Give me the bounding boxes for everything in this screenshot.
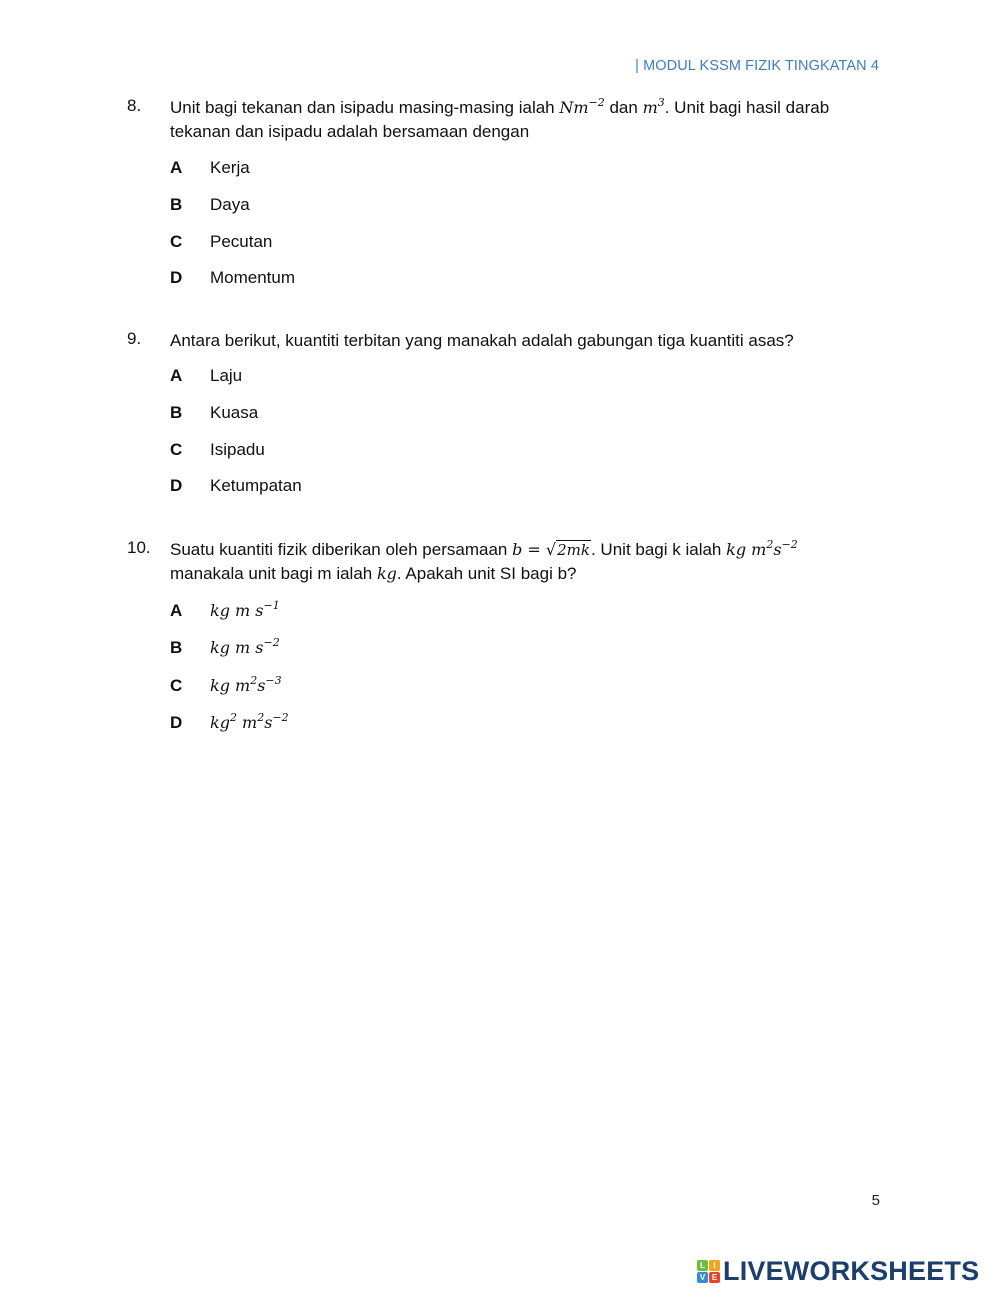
question-text: Antara berikut, kuantiti terbitan yang manakah adalah gabungan tiga kuantiti asas? — [170, 331, 794, 350]
page-header: | MODUL KSSM FIZIK TINGKATAN 4 — [635, 58, 879, 74]
equation: b = √2mk — [512, 540, 590, 559]
unit-volume: $m^3$ — [642, 96, 665, 117]
logo-text: LIVEWORKSHEETS — [723, 1255, 980, 1286]
liveworksheets-logo-icon: L I V E — [697, 1260, 720, 1283]
question-number: 9. — [127, 329, 142, 348]
liveworksheets-logo[interactable] — [697, 1256, 979, 1286]
page-number: 5 — [871, 1192, 880, 1209]
option-unit: kg m $s^{-2}$ — [210, 636, 280, 657]
option-unit: $kg^2$ $m^2s^{-2}$ — [210, 711, 289, 732]
question-number: 8. — [127, 96, 142, 115]
option-unit: kg $m^2s^{-3}$ — [210, 674, 282, 695]
question-text: Unit bagi tekanan dan isipadu masing-masing ialah $Nm^{-2}$ dan $m^3$. Unit bagi hasil darab tekanan dan isipadu adalah bersamaan dengan — [170, 96, 830, 141]
question-text: Suatu kuantiti fizik diberikan oleh persamaan b = √2mk. Unit bagi k ialah kg $m^2s^{-2}$ manakala unit bagi m ialah kg. Apakah unit SI bagi b? — [170, 538, 798, 583]
sqrt-symbol: √ — [545, 540, 557, 559]
unit-k: kg $m^2s^{-2}$ — [726, 538, 798, 559]
option-unit: kg m $s^{-1}$ — [210, 599, 280, 620]
unit-m: kg — [376, 564, 397, 583]
unit-pressure: $Nm^{-2}$ — [559, 96, 605, 117]
question-number: 10. — [127, 538, 151, 557]
